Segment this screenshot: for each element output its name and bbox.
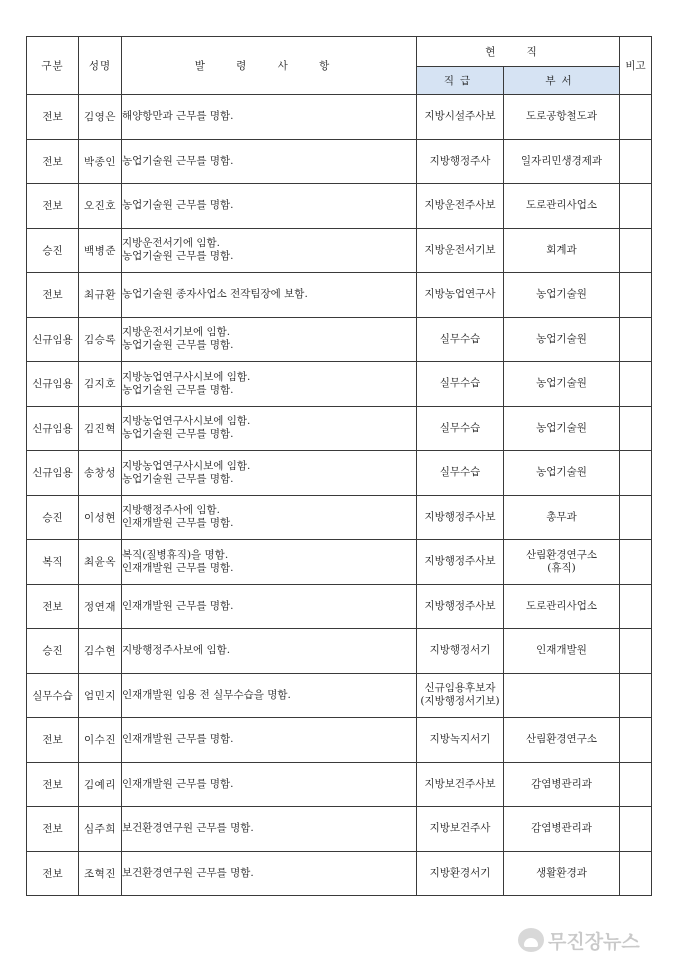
table-row <box>27 451 652 496</box>
category-cell: 전보 <box>27 95 79 140</box>
rank-cell <box>417 139 504 184</box>
note-cell <box>620 673 652 718</box>
order-cell-line: 인재개발원 근무를 명함. <box>122 777 234 790</box>
dept-cell-line: 생활환경과 <box>536 866 587 879</box>
category-cell: 승진 <box>27 228 79 273</box>
header-dept: 부서 <box>504 67 620 95</box>
order-cell-line: 지방행정주사에 임함. <box>122 504 220 517</box>
category-cell: 전보 <box>27 584 79 629</box>
table-row <box>27 273 652 318</box>
note-cell <box>620 95 652 140</box>
order-cell <box>122 673 417 718</box>
order-cell-line: 농업기술원 근무를 명함. <box>122 250 234 263</box>
note-cell <box>620 540 652 585</box>
order-cell <box>122 718 417 763</box>
rank-cell <box>417 95 504 140</box>
dept-cell <box>504 139 620 184</box>
rank-cell <box>417 317 504 362</box>
dept-cell-line: 회계과 <box>546 243 577 256</box>
name-cell: 김예리 <box>79 762 122 807</box>
rank-cell <box>417 718 504 763</box>
name-cell: 김영은 <box>79 95 122 140</box>
order-cell <box>122 451 417 496</box>
order-cell <box>122 228 417 273</box>
dept-cell-line: 산림환경연구소 <box>525 733 597 746</box>
table-body <box>27 95 652 896</box>
dept-cell-line: 감염병관리과 <box>531 777 592 790</box>
name-cell: 송창성 <box>79 451 122 496</box>
name-cell: 심주희 <box>79 807 122 852</box>
order-cell <box>122 139 417 184</box>
order-cell <box>122 540 417 585</box>
table-row <box>27 673 652 718</box>
category-cell: 전보 <box>27 851 79 896</box>
order-cell-line: 보건환경연구원 근무를 명함. <box>122 822 254 835</box>
rank-cell-line: 지방농업연구사 <box>424 288 496 301</box>
category-cell: 승진 <box>27 629 79 674</box>
table-row <box>27 139 652 184</box>
header-note: 비고 <box>620 37 652 95</box>
order-cell-line: 복직(질병휴직)을 명함. <box>122 548 229 561</box>
rank-cell <box>417 362 504 407</box>
dept-cell-line: 농업기술원 <box>536 288 587 301</box>
order-cell-line: 인재개발원 근무를 명함. <box>122 517 234 530</box>
note-cell <box>620 317 652 362</box>
order-cell <box>122 629 417 674</box>
category-cell: 전보 <box>27 273 79 318</box>
category-cell: 전보 <box>27 762 79 807</box>
dept-cell-line: 농업기술원 <box>536 421 587 434</box>
order-cell-line: 농업기술원 근무를 명함. <box>122 472 234 485</box>
rank-cell-line: 실무수습 <box>439 332 481 345</box>
rank-cell-line: 지방운전주사보 <box>424 199 496 212</box>
category-cell: 승진 <box>27 495 79 540</box>
rank-cell-line: 지방녹지서기 <box>429 733 491 746</box>
note-cell <box>620 139 652 184</box>
name-cell: 김지호 <box>79 362 122 407</box>
order-cell <box>122 317 417 362</box>
table-row <box>27 851 652 896</box>
table-row <box>27 629 652 674</box>
order-cell-line: 보건환경연구원 근무를 명함. <box>122 866 254 879</box>
order-cell-line: 농업기술원 종자사업소 전작팀장에 보함. <box>122 288 308 301</box>
table-row <box>27 762 652 807</box>
rank-cell-line: (지방행정서기보) <box>420 695 500 708</box>
table-row <box>27 718 652 763</box>
dept-cell <box>504 673 620 718</box>
rank-cell <box>417 540 504 585</box>
category-cell: 전보 <box>27 139 79 184</box>
dept-cell <box>504 184 620 229</box>
category-cell: 실무수습 <box>27 673 79 718</box>
category-cell: 전보 <box>27 718 79 763</box>
name-cell: 조혁진 <box>79 851 122 896</box>
note-cell <box>620 718 652 763</box>
order-cell <box>122 406 417 451</box>
rank-cell-line: 지방행정주사보 <box>424 555 496 568</box>
note-cell <box>620 406 652 451</box>
order-cell <box>122 762 417 807</box>
order-cell-line: 농업기술원 근무를 명함. <box>122 428 234 441</box>
dept-cell-line: 감염병관리과 <box>531 822 592 835</box>
order-cell <box>122 807 417 852</box>
name-cell: 이수진 <box>79 718 122 763</box>
name-cell: 김승록 <box>79 317 122 362</box>
dept-cell <box>504 629 620 674</box>
dept-cell <box>504 451 620 496</box>
order-cell-line: 농업기술원 근무를 명함. <box>122 154 234 167</box>
rank-cell-line: 지방시설주사보 <box>424 110 496 123</box>
order-cell-line: 농업기술원 근무를 명함. <box>122 383 234 396</box>
rank-cell-line: 지방행정주사보 <box>424 510 496 523</box>
name-cell: 오진호 <box>79 184 122 229</box>
dept-cell <box>504 362 620 407</box>
category-cell: 전보 <box>27 184 79 229</box>
note-cell <box>620 629 652 674</box>
order-cell-line: 인재개발원 근무를 명함. <box>122 561 234 574</box>
watermark <box>518 925 668 955</box>
order-cell-line: 농업기술원 근무를 명함. <box>122 199 234 212</box>
note-cell <box>620 184 652 229</box>
dept-cell-line: 일자리민생경제과 <box>520 154 603 167</box>
dept-cell <box>504 851 620 896</box>
dept-cell-line: (휴직) <box>547 561 576 574</box>
category-cell: 신규임용 <box>27 362 79 407</box>
rank-cell <box>417 851 504 896</box>
dept-cell <box>504 495 620 540</box>
table-row <box>27 807 652 852</box>
header-current-position: 현 직 <box>417 37 620 67</box>
rank-cell-line: 지방행정주사 <box>429 154 491 167</box>
table-row <box>27 495 652 540</box>
order-cell-line: 인재개발원 근무를 명함. <box>122 599 234 612</box>
rank-cell-line: 지방보건주사보 <box>424 777 496 790</box>
rank-cell-line: 지방환경서기 <box>429 866 491 879</box>
dept-cell <box>504 807 620 852</box>
order-cell <box>122 95 417 140</box>
order-cell-line: 지방농업연구사시보에 임함. <box>122 415 251 428</box>
name-cell: 김수현 <box>79 629 122 674</box>
dept-cell-line: 총무과 <box>546 510 577 523</box>
name-cell: 김진혁 <box>79 406 122 451</box>
name-cell: 최윤옥 <box>79 540 122 585</box>
rank-cell-line: 지방운전서기보 <box>424 243 496 256</box>
order-cell <box>122 851 417 896</box>
name-cell: 이성현 <box>79 495 122 540</box>
mountain-logo-icon <box>518 928 544 952</box>
dept-cell <box>504 228 620 273</box>
order-cell <box>122 362 417 407</box>
note-cell <box>620 273 652 318</box>
rank-cell <box>417 807 504 852</box>
dept-cell <box>504 273 620 318</box>
rank-cell-line: 실무수습 <box>439 466 481 479</box>
order-cell-line: 해양항만과 근무를 명함. <box>122 110 234 123</box>
dept-cell <box>504 406 620 451</box>
note-cell <box>620 228 652 273</box>
rank-cell <box>417 629 504 674</box>
table-row <box>27 317 652 362</box>
dept-cell-line: 농업기술원 <box>536 377 587 390</box>
category-cell: 신규임용 <box>27 317 79 362</box>
category-cell: 신규임용 <box>27 406 79 451</box>
table-row <box>27 584 652 629</box>
category-cell: 전보 <box>27 807 79 852</box>
table-row <box>27 406 652 451</box>
rank-cell-line: 실무수습 <box>439 421 481 434</box>
dept-cell-line: 도로관리사업소 <box>525 599 597 612</box>
category-cell: 신규임용 <box>27 451 79 496</box>
dept-cell <box>504 317 620 362</box>
rank-cell <box>417 673 504 718</box>
dept-cell-line: 도로관리사업소 <box>525 199 597 212</box>
name-cell: 엄민지 <box>79 673 122 718</box>
order-cell <box>122 273 417 318</box>
order-cell-line: 지방농업연구사시보에 임함. <box>122 459 251 472</box>
dept-cell-line: 도로공항철도과 <box>525 110 597 123</box>
personnel-order-table <box>26 36 652 896</box>
note-cell <box>620 451 652 496</box>
order-cell-line: 인재개발원 임용 전 실무수습을 명함. <box>122 688 291 701</box>
rank-cell <box>417 406 504 451</box>
order-cell-line: 지방운전서기에 임함. <box>122 237 220 250</box>
header-category: 구분 <box>27 37 79 95</box>
table-row <box>27 184 652 229</box>
dept-cell <box>504 762 620 807</box>
dept-cell-line: 인재개발원 <box>536 644 587 657</box>
dept-cell <box>504 95 620 140</box>
order-cell-line: 농업기술원 근무를 명함. <box>122 339 234 352</box>
dept-cell-line: 농업기술원 <box>536 332 587 345</box>
dept-cell <box>504 584 620 629</box>
order-cell <box>122 584 417 629</box>
rank-cell <box>417 273 504 318</box>
dept-cell <box>504 718 620 763</box>
rank-cell-line: 지방보건주사 <box>429 822 491 835</box>
order-cell-line: 인재개발원 근무를 명함. <box>122 733 234 746</box>
table-row <box>27 540 652 585</box>
header-order: 발 령 사 항 <box>122 37 417 95</box>
rank-cell <box>417 451 504 496</box>
rank-cell-line: 신규임용후보자 <box>424 682 496 695</box>
dept-cell-line: 농업기술원 <box>536 466 587 479</box>
order-cell-line: 지방운전서기보에 임함. <box>122 326 231 339</box>
note-cell <box>620 851 652 896</box>
name-cell: 최규환 <box>79 273 122 318</box>
note-cell <box>620 362 652 407</box>
note-cell <box>620 807 652 852</box>
category-cell: 복직 <box>27 540 79 585</box>
rank-cell <box>417 495 504 540</box>
name-cell: 백병준 <box>79 228 122 273</box>
header-name: 성명 <box>79 37 122 95</box>
watermark-text: 무진장뉴스 <box>548 931 640 953</box>
note-cell <box>620 584 652 629</box>
table-row <box>27 362 652 407</box>
order-cell-line: 지방농업연구사시보에 임함. <box>122 370 251 383</box>
name-cell: 박종인 <box>79 139 122 184</box>
rank-cell-line: 지방행정서기 <box>429 644 491 657</box>
note-cell <box>620 495 652 540</box>
rank-cell <box>417 184 504 229</box>
dept-cell <box>504 540 620 585</box>
rank-cell <box>417 584 504 629</box>
table-row <box>27 228 652 273</box>
header-rank: 직급 <box>417 67 504 95</box>
rank-cell-line: 지방행정주사보 <box>424 599 496 612</box>
order-cell-line: 지방행정주사보에 임함. <box>122 644 231 657</box>
order-cell <box>122 495 417 540</box>
order-cell <box>122 184 417 229</box>
rank-cell-line: 실무수습 <box>439 377 481 390</box>
rank-cell <box>417 762 504 807</box>
table-row <box>27 95 652 140</box>
rank-cell <box>417 228 504 273</box>
note-cell <box>620 762 652 807</box>
name-cell: 정연재 <box>79 584 122 629</box>
dept-cell-line: 산림환경연구소 <box>525 548 597 561</box>
